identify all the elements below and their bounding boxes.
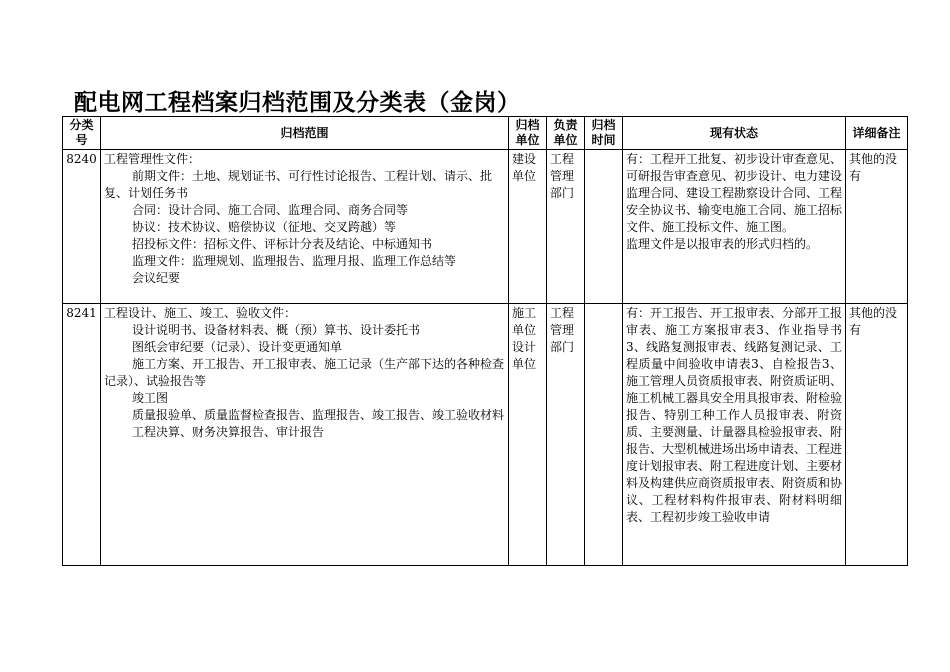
row-remarks: 其他的没有 — [846, 150, 908, 304]
scope-line: 协议：技术协议、赔偿协议（征地、交叉跨越）等 — [132, 220, 397, 234]
table-header-row — [63, 117, 908, 150]
row-time — [585, 304, 623, 566]
scope-line: 质量报验单、质量监督检查报告、监理报告、竣工报告、竣工验收材料 — [132, 408, 505, 422]
scope-line: 前期文件：土地、规划证书、可行性讨论报告、工程计划、请示、批复、计划任务书 — [104, 169, 493, 200]
scope-line: 招投标文件：招标文件、评标计分表及结论、中标通知书 — [132, 237, 433, 251]
header-status: 现有状态 — [623, 117, 846, 150]
scope-line: 竣工图 — [132, 391, 169, 405]
row-scope — [101, 304, 509, 566]
header-responsible: 负责单位 — [547, 117, 585, 150]
status-paragraph: 有：工程开工批复、初步设计审查意见、可研报告审查意见、初步设计、电力建设监理合同、建设工程勘察设计合同、工程安全协议书、输变电施工合同、施工招标文件、施工投标文件、施工图。 — [626, 152, 843, 234]
status-paragraph: 监理文件是以报审表的形式归档的。 — [626, 237, 819, 251]
header-remarks: 详细备注 — [846, 117, 908, 150]
scope-line: 工程决算、财务决算报告、审计报告 — [132, 425, 325, 439]
scope-heading: 工程设计、施工、竣工、验收文件： — [104, 306, 297, 320]
document-title: 配电网工程档案归档范围及分类表（金岗） — [74, 90, 521, 116]
row-responsible: 工程管理部门 — [547, 304, 585, 566]
header-code: 分类号 — [63, 117, 101, 150]
row-responsible: 工程管理部门 — [547, 150, 585, 304]
scope-line: 合同：设计合同、施工合同、监理合同、商务合同等 — [132, 203, 409, 217]
scope-line: 图纸会审纪要（记录）、设计变更通知单 — [132, 340, 343, 354]
scope-line: 监理文件：监理规划、监理报告、监理月报、监理工作总结等 — [132, 254, 457, 268]
row-scope — [101, 150, 509, 304]
scope-line: 会议纪要 — [132, 271, 181, 285]
header-unit: 归档单位 — [509, 117, 547, 150]
scope-line: 施工方案、开工报告、开工报审表、施工记录（生产部下达的各种检查记录）、试验报告等 — [104, 357, 505, 388]
scope-heading: 工程管理性文件： — [104, 152, 201, 166]
row-remarks: 其他的没有 — [846, 304, 908, 566]
row-unit: 施工单位设计单位 — [509, 304, 547, 566]
header-time: 归档时间 — [585, 117, 623, 150]
scope-line: 设计说明书、设备材料表、概（预）算书、设计委托书 — [132, 323, 421, 337]
row-time — [585, 150, 623, 304]
header-scope: 归档范围 — [101, 117, 509, 150]
row-status — [623, 304, 846, 566]
archive-classification-table — [62, 116, 908, 566]
row-code: 8240 — [63, 150, 101, 304]
row-unit: 建设单位 — [509, 150, 547, 304]
row-code: 8241 — [63, 304, 101, 566]
table-row — [63, 150, 908, 304]
row-status — [623, 150, 846, 304]
status-paragraph: 有：开工报告、开工报审表、分部开工报审表、施工方案报审表3、作业指导书3、线路复测报审表、线路复测记录、工程质量中间验收申请表3、自检报告3、施工管理人员资质报审表、附资质证明、施工机械工器具安全用具报审表、附检验报告、特别工种工作人员报审表、附资质、主要测量、计量器具检验报审表、附报告、大型机械进场出场申请表、工程进度计划报审表、附工程进度计划、主要材料及构建供应商资质报审表、附资质和协议、工程材料构件报审表、附材料明细表、工程初步竣工验收申请 — [626, 306, 843, 524]
table-row — [63, 304, 908, 566]
